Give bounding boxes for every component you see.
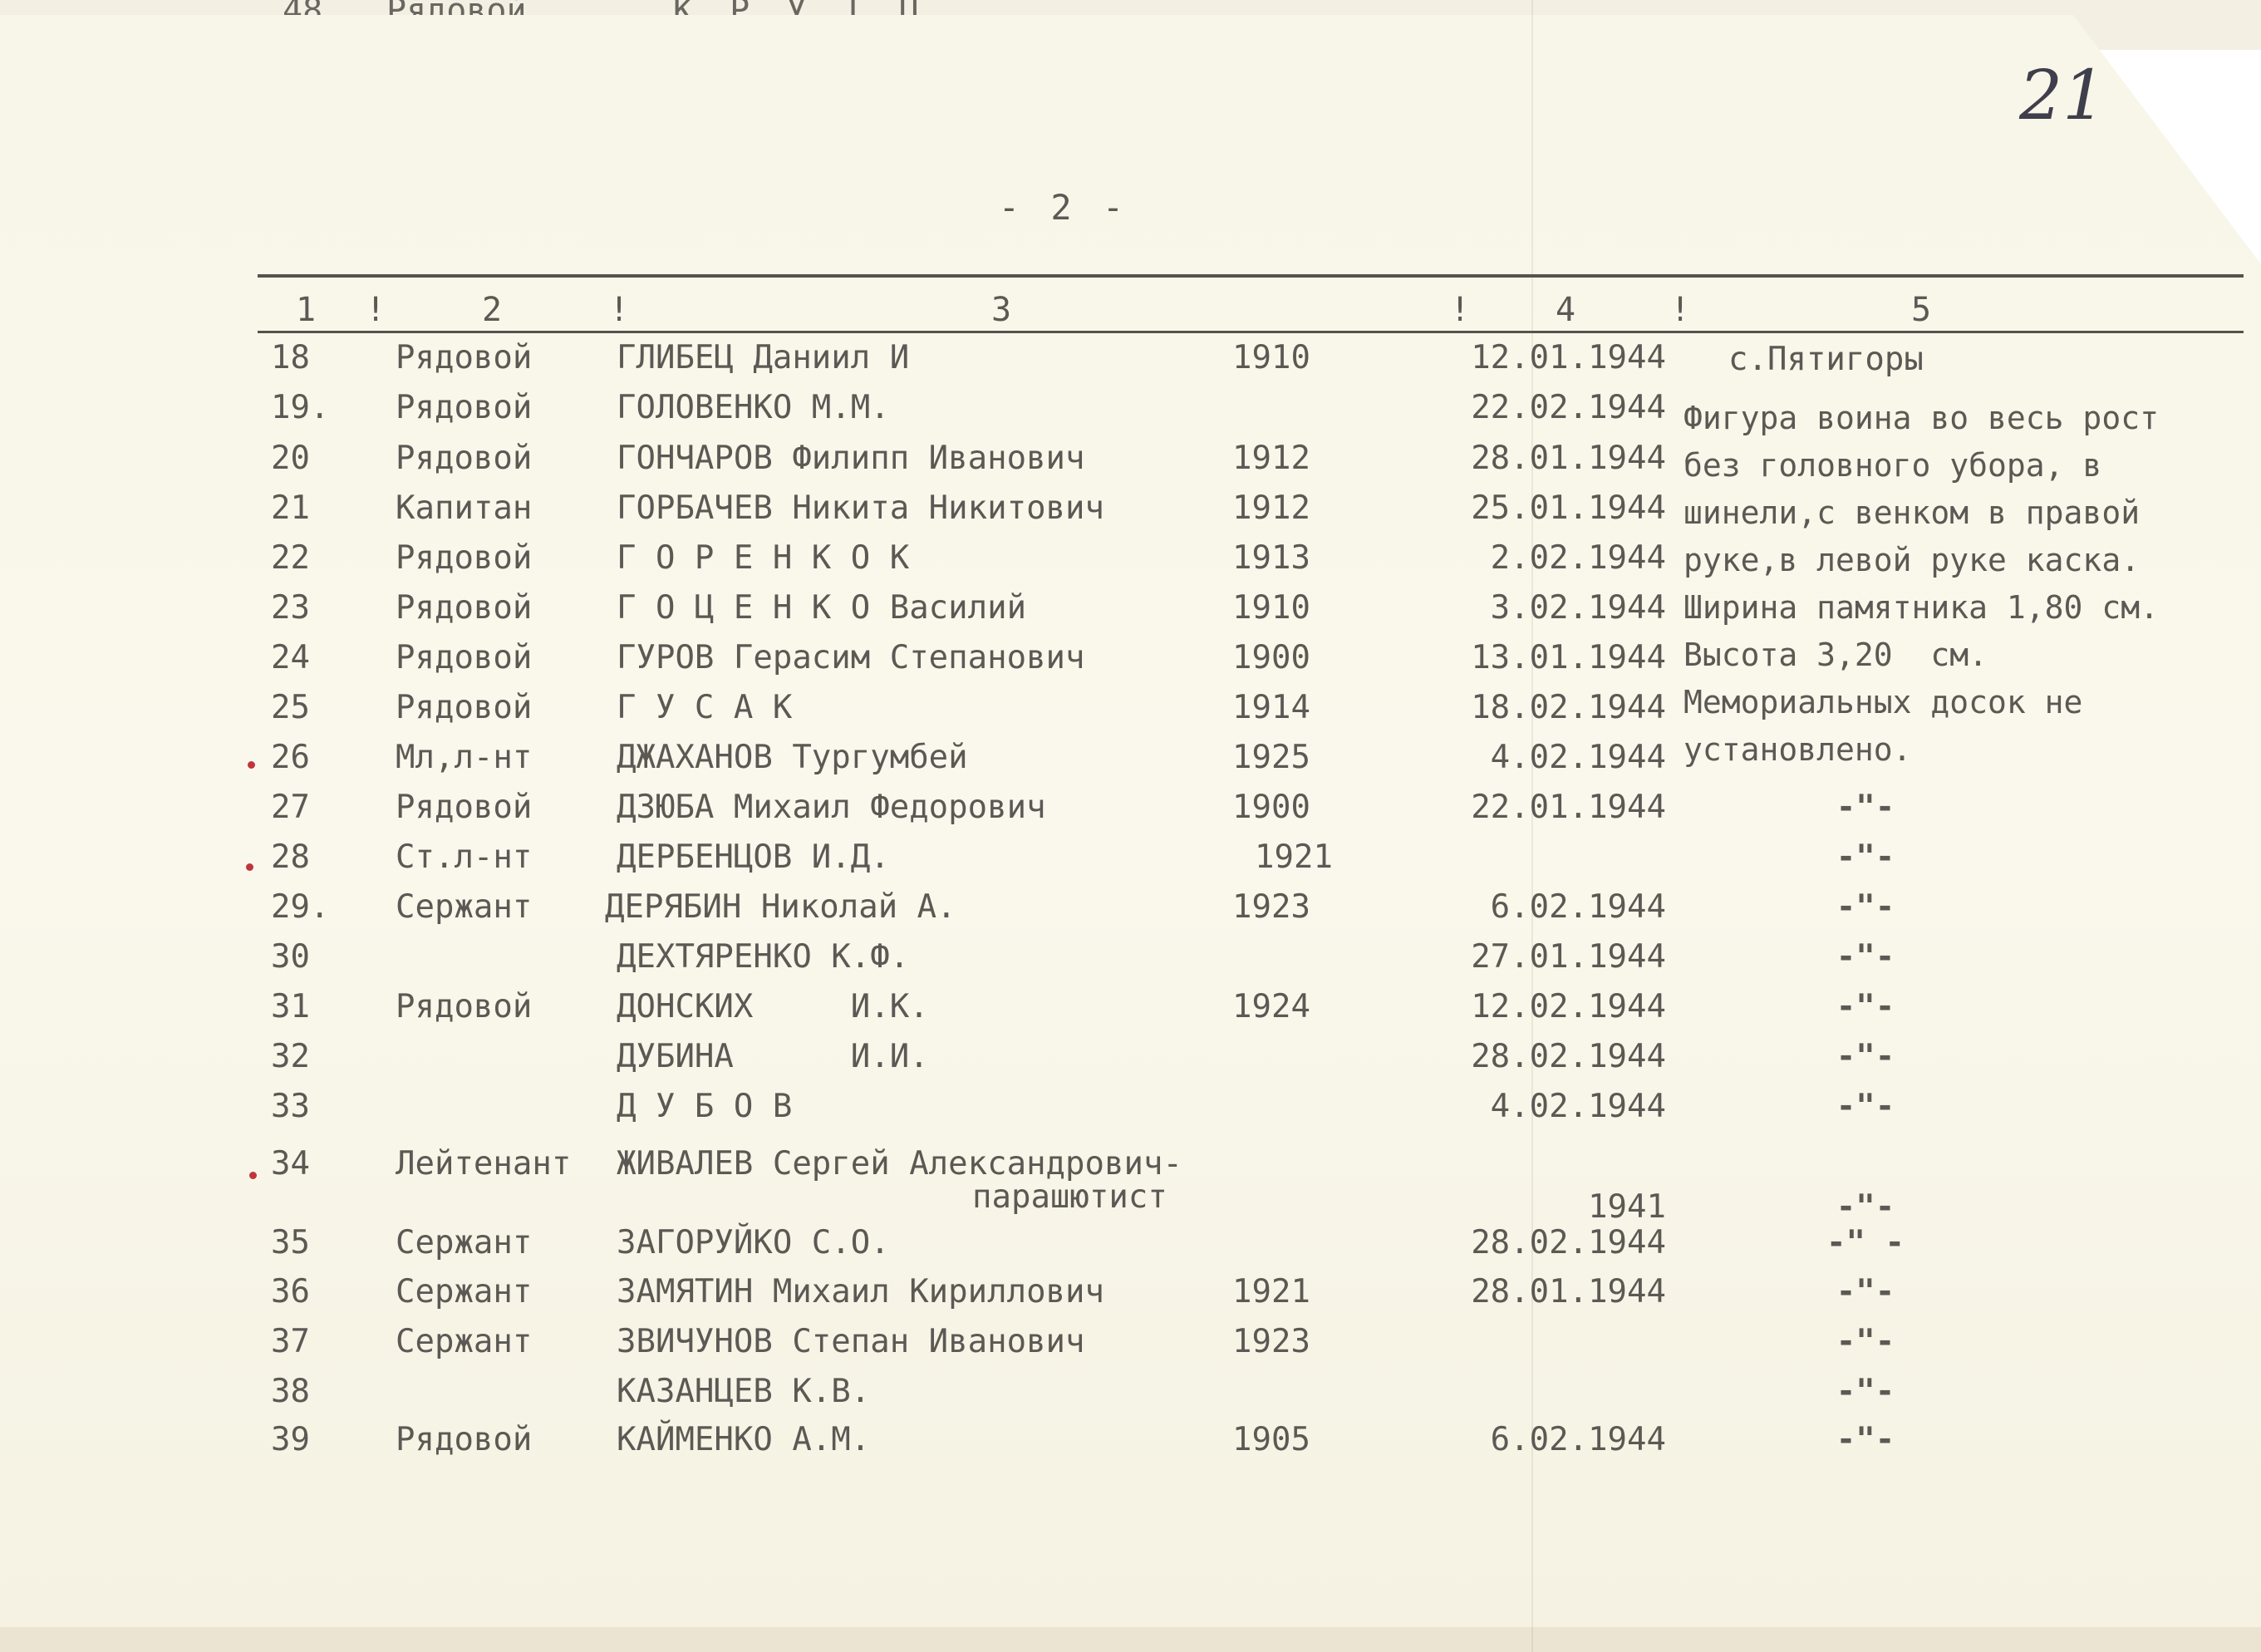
table-row [0,789,2261,838]
row-death-date: 4.02.1944 [1490,739,1666,776]
column-separator: ! [1670,291,1691,329]
row-ditto: -"- [1836,1038,1895,1075]
table-row [0,739,2261,789]
row-birth-year: 1910 [1232,589,1310,627]
row-birth-year: 1900 [1232,639,1310,676]
table-row [0,1273,2261,1323]
row-number: 25 [271,689,310,726]
table-row [0,1038,2261,1088]
row-ditto: -"- [1836,1088,1895,1125]
row-rank: Сержант [396,1224,533,1261]
row-death-date: 27.01.1944 [1471,938,1666,976]
table-row [0,838,2261,888]
row-death-date: 6.02.1944 [1490,1421,1666,1458]
row-number: 18 [271,339,310,376]
column-header-3: 3 [991,291,1012,329]
row-death-date: 1941 [1588,1188,1666,1226]
row-birth-year: 1912 [1232,440,1310,477]
row-death-date: 28.02.1944 [1471,1038,1666,1075]
row-birth-year: 1913 [1232,539,1310,577]
column-header-2: 2 [482,291,503,329]
row-birth-year: 1900 [1232,789,1310,826]
row-name: ГУРОВ Герасим Степанович [617,639,1085,676]
page-bottom-edge [0,1627,2261,1652]
row-ditto: -" - [1826,1224,1905,1261]
table-row [0,1373,2261,1423]
row-number: 19. [271,389,330,426]
row-birth-year: 1912 [1232,489,1310,527]
row-name: ЗВИЧУНОВ Степан Иванович [617,1323,1085,1360]
row-death-date: 2.02.1944 [1490,539,1666,577]
table-header-rule [258,331,2244,333]
row-name: ЖИВАЛЕВ Сергей Александрович- [617,1145,1182,1182]
row-death-date: 25.01.1944 [1471,489,1666,527]
red-mark [249,1172,257,1179]
row-number: 22 [271,539,310,577]
table-row [0,339,2261,389]
table-row [0,639,2261,689]
red-mark [248,761,255,769]
row-number: 33 [271,1088,310,1125]
row-number: 29. [271,888,330,926]
row-ditto: -"- [1836,938,1895,976]
table-row [0,888,2261,938]
row-ditto: -"- [1836,1323,1895,1360]
row-death-date: 28.01.1944 [1471,440,1666,477]
row-ditto: -"- [1836,988,1895,1025]
row-rank: Ст.л-нт [396,838,533,876]
row-number: 30 [271,938,310,976]
row-name: ДЕРБЕНЦОВ И.Д. [617,838,890,876]
row-rank: Рядовой [396,988,533,1025]
row-number: 35 [271,1224,310,1261]
row-birth-year: 1924 [1232,988,1310,1025]
row-birth-year: 1914 [1232,689,1310,726]
table-row [0,589,2261,639]
row-birth-year: 1925 [1232,739,1310,776]
row-number: 31 [271,988,310,1025]
row-number: 34 [271,1145,310,1182]
table-top-rule [258,274,2244,278]
row-rank: Мл,л-нт [396,739,533,776]
row-rank: Рядовой [396,389,533,426]
table-row [0,689,2261,739]
row-name: КАЗАНЦЕВ К.В. [617,1373,871,1410]
row-name: ГЛИБЕЦ Даниил И [617,339,910,376]
column-separator: ! [609,291,630,329]
memorial-description: Фигура воина во весь рост без головного убора, в шинели,с венком в правой руке,в левой руке каска. Ширина памятника 1,80 см. Высота 3,20 см. Мемориальных досок не установлено. [1683,400,2159,768]
row-rank: Рядовой [396,589,533,627]
row-ditto: -"- [1836,1273,1895,1310]
row-number: 26 [271,739,310,776]
row-rank: Рядовой [396,789,533,826]
handwritten-sheet-number: 21 [2019,57,2106,135]
column-header-1: 1 [296,291,317,329]
row-ditto: -"- [1836,1421,1895,1458]
row-number: 39 [271,1421,310,1458]
column-separator: ! [366,291,386,329]
row-name: ДЕХТЯРЕНКО К.Ф. [617,938,910,976]
row-ditto: -"- [1836,1188,1895,1226]
row-name: ЗАГОРУЙКО С.О. [617,1224,890,1261]
row-name: КАЙМЕНКО А.М. [617,1421,871,1458]
row-number: 27 [271,789,310,826]
row-name: ЗАМЯТИН Михаил Кириллович [617,1273,1104,1310]
row-rank: Рядовой [396,1421,533,1458]
row-ditto: -"- [1836,888,1895,926]
row-death-date: 12.01.1944 [1471,339,1666,376]
row-name-continuation: парашютист [972,1178,1167,1216]
row-rank: Рядовой [396,539,533,577]
row-death-date: 28.01.1944 [1471,1273,1666,1310]
row-rank: Рядовой [396,339,533,376]
row-number: 21 [271,489,310,527]
row-rank: Рядовой [396,440,533,477]
row-death-date: 28.02.1944 [1471,1224,1666,1261]
row-number: 37 [271,1323,310,1360]
row-name: ГОЛОВЕНКО М.М. [617,389,890,426]
row-birth-year: 1923 [1232,888,1310,926]
row-name: Д У Б О В [617,1088,793,1125]
row-number: 28 [271,838,310,876]
table-row [0,440,2261,489]
row-name: ГОНЧАРОВ Филипп Иванович [617,440,1085,477]
table-row [0,489,2261,539]
row-name: ДОНСКИХ И.К. [617,988,929,1025]
row-death-date: 18.02.1944 [1471,689,1666,726]
row-death-date: 13.01.1944 [1471,639,1666,676]
table-row [0,1421,2261,1471]
row-death-date: 12.02.1944 [1471,988,1666,1025]
table-row [0,1323,2261,1373]
row-birth-year: 1921 [1232,1273,1310,1310]
row-name: Г У С А К [617,689,793,726]
row-ditto: -"- [1836,789,1895,826]
row-rank: Сержант [396,1273,533,1310]
column-header-5: 5 [1911,291,1932,329]
table-row [0,1145,2261,1228]
row-name: Г О Ц Е Н К О Василий [617,589,1027,627]
row-name: ДУБИНА И.И. [617,1038,929,1075]
row-number: 20 [271,440,310,477]
row-ditto: -"- [1836,838,1895,876]
row-rank: Рядовой [396,689,533,726]
row-name: ДЖАХАНОВ Тургумбей [617,739,968,776]
row-name: ДЗЮБА Михаил Федорович [617,789,1046,826]
row-birth-year: 1910 [1232,339,1310,376]
row-death-date: 4.02.1944 [1490,1088,1666,1125]
row-name: ДЕРЯБИН Николай А. [605,888,956,926]
red-mark [246,863,253,871]
row-death-date: 3.02.1944 [1490,589,1666,627]
row-rank: Сержант [396,1323,533,1360]
row-death-date: 6.02.1944 [1490,888,1666,926]
column-separator: ! [1450,291,1471,329]
row-rank: Сержант [396,888,533,926]
row-birth-year: 1921 [1255,838,1333,876]
row-number: 32 [271,1038,310,1075]
table-row [0,539,2261,589]
table-row [0,988,2261,1038]
row-number: 36 [271,1273,310,1310]
row-rank: Лейтенант [396,1145,572,1182]
table-row [0,1224,2261,1274]
row-death-date: 22.01.1944 [1471,789,1666,826]
row-number: 23 [271,589,310,627]
burial-place: с.Пятигоры [1728,341,1924,378]
page-number: - 2 - [998,187,1129,228]
row-rank: Капитан [396,489,533,527]
row-birth-year: 1905 [1232,1421,1310,1458]
row-death-date: 22.02.1944 [1471,389,1666,426]
table-row [0,938,2261,988]
row-ditto: -"- [1836,1373,1895,1410]
table-row [0,1088,2261,1138]
table-row [0,389,2261,439]
row-birth-year: 1923 [1232,1323,1310,1360]
row-name: Г О Р Е Н К О К [617,539,910,577]
column-header-4: 4 [1556,291,1576,329]
row-number: 24 [271,639,310,676]
row-rank: Рядовой [396,639,533,676]
row-number: 38 [271,1373,310,1410]
row-name: ГОРБАЧЕВ Никита Никитович [617,489,1104,527]
